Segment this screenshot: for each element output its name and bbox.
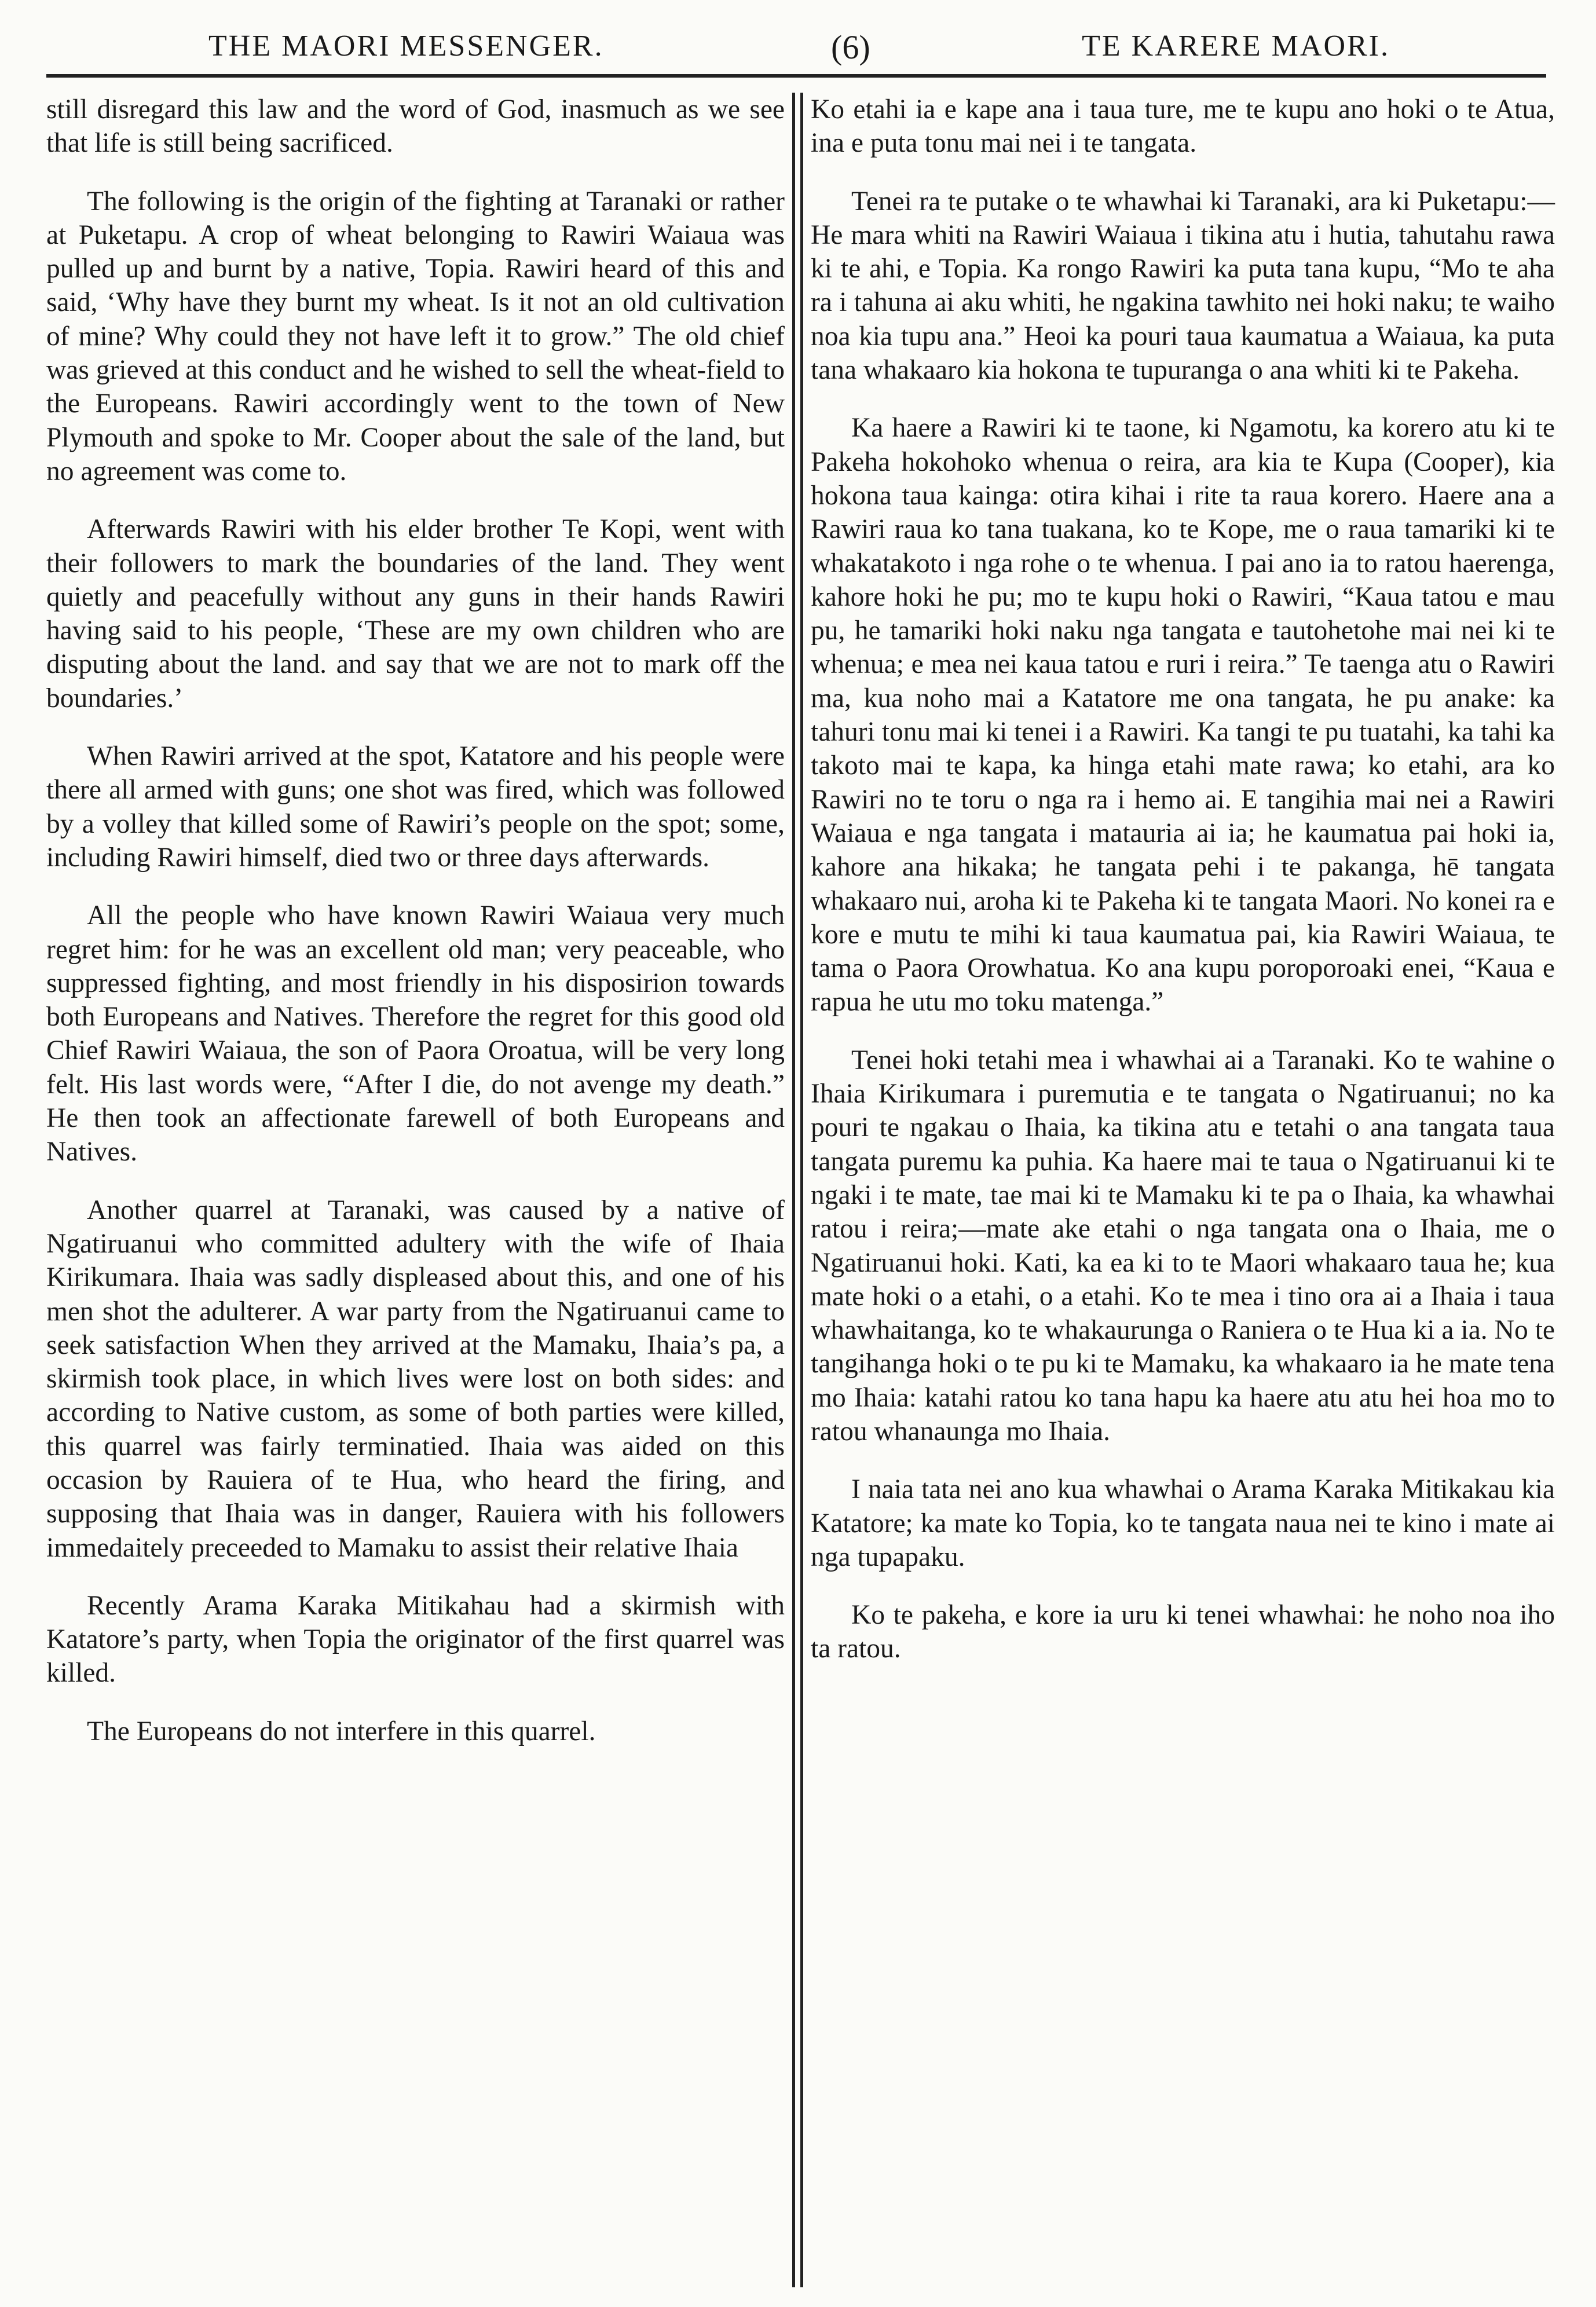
english-paragraph: The Europeans do not interfere in this quarrel. bbox=[87, 1716, 596, 1746]
english-paragraph: Recently Arama Karaka Mitikahau had a skirmish with Katatore’s party, when Topia the originator of the first quarrel was killed. bbox=[46, 1590, 785, 1689]
page-number: (6) bbox=[831, 28, 870, 66]
maori-paragraph: Tenei ra te putake o te whawhai ki Taranaki, ara ki Puketapu:— He mara whiti na Rawiri Waiaua i tikina atu i hutia, tahutahu rawa ki te ahi, e Topia. Ka rongo Rawiri ka puta tana kupu, “Mo te aha ra i tahuna ai aku whiti, he ngakina tawhito nei hoki naku; te waiho noa kia tupu ana.” Heoi ka pouri taua kaumatua a Waiaua, ka puta tana whakaaro kia hokona te tupuranga o ana whiti ki te Pakeha. bbox=[811, 186, 1555, 386]
maori-paragraph: Ka haere a Rawiri ki te taone, ki Ngamotu, ka korero atu ki te Pakeha hokohoko whenua o reira, ara kia te Kupa (Cooper), kia hokona taua kainga: otira kihai i rite ta raua korero. Haere ana a Rawiri raua ko tana tuakana, ko te Kope, me o raua tamariki ki te whakatakoto i nga rohe o te whenua. I pai ano ia to ratou haerenga, kahore hoki he pu; mo te kupu hoki o Rawiri, “Kaua tatou e mau pu, he tamariki hoki naku nga tangata e tautohetohe mai nei ki te whenua; e mea nei kaua tatou e ruri i reira.” Te taenga atu o Rawiri ma, kua noho mai a Katatore me ona tangata, he pu anake: ka tahuri tonu mai ki tenei i a Rawiri. Ka tangi te pu tuatahi, ka tahi ka takoto mai te kapa, ka hinga etahi mate rawa; ko etahi, ara ko Rawiri no te toru o nga ra i hemo ai. E tangihia mai nei a Rawiri Waiaua e nga tangata i matauria ai ia; he kaumatua pai hoki ia, kahore ana hikaka; he tangata pehi i te pakanga, hē tangata whakaaro nui, aroha ki te Pakeha ki te tangata Maori. No konei ra e kore e mutu te mihi ki taua kaumatua pai, kia Rawiri Waiaua, te tama o Paora Orowhatua. Ko ana kupu poroporoaki enei, “Kaua e rapua he utu mo toku matenga.” bbox=[811, 413, 1555, 1017]
english-masthead: THE MAORI MESSENGER. bbox=[208, 30, 604, 63]
english-paragraph: All the people who have known Rawiri Waiaua very much regret him: for he was an excellent old man; very peaceable, who suppressed fighting, and most friendly in his disposirion towards both Europeans and Natives. Therefore the regret for this good old Chief Rawiri Waiaua, the son of Paora Oroatua, will be very long felt. His last words were, “After I die, do not avenge my death.” He then took an affectionate farewell of both Europeans and Natives. bbox=[46, 900, 785, 1167]
maori-paragraph: Tenei hoki tetahi mea i whawhai ai a Taranaki. Ko te wahine o Ihaia Kirikumara i puremutia e te tangata o Ngatiruanui; no ka pouri te ngakau o Ihaia, ka tikina atu e tetahi o ana tangata taua tangata puremu ka puhia. Ka haere mai te taua o Ngatiruanui ki te ngaki i te mate, tae mai ki te Mamaku ki te pa o Ihaia, ka whawhai ratou i reira;—mate ake etahi o nga tangata ona o Ihaia, me o Ngatiruanui hoki. Kati, ka ea ki to te Maori whakaaro taua he; kua mate hoki o a etahi, o a etahi. Ko te mea i tino ora ai a Ihaia i taua whawhaitanga, ko te whakaurunga o Raniera o te Hua ki a ia. No te tangihanga hoki o te pu ki te Mamaku, ka whakaaro ia he mate tena mo Ihaia: katahi ratou ko tana hapu ka haere atu atu hei hoa mo to ratou whanaunga mo Ihaia. bbox=[811, 1045, 1555, 1447]
column-divider-right bbox=[800, 93, 803, 2287]
english-paragraph: Another quarrel at Taranaki, was caused by a native of Ngatiruanui who committed adultery with the wife of Ihaia Kirikumara. Ihaia was sadly displeased about this, and one of his men shot the adulterer. A war party from the Ngatiruanui came to seek satisfaction When they arrived at the Mamaku, Ihaia’s pa, a skirmish took place, in which lives were lost on both sides: and according to Native custom, as some of both parties were killed, this quarrel was fairly terminatied. Ihaia was aided on this occasion by Rauiera of te Hua, who heard the firing, and supposing that Ihaia was in danger, Rauiera with his followers immedaitely preceeded to Mamaku to assist their relative Ihaia bbox=[46, 1195, 785, 1563]
english-paragraph: The following is the origin of the fighting at Taranaki or rather at Puketapu. A crop of wheat belonging to Rawiri Waiaua was pulled up and burnt by a native, Topia. Rawiri heard of this and said, ‘Why have they burnt my wheat. Is it not an old cultivation of mine? Why could they not have left it to grow.” The old chief was grieved at this conduct and he wished to sell the wheat-field to the Europeans. Rawiri accordingly went to the town of New Plymouth and spoke to Mr. Cooper about the sale of the land, but no agreement was come to. bbox=[46, 186, 785, 486]
page-header bbox=[46, 23, 1546, 69]
maori-paragraph: I naia tata nei ano kua whawhai o Arama Karaka Mitikakau kia Katatore; ka mate ko Topia, ko te tangata naua nei te kino i mate ai nga tupapaku. bbox=[811, 1474, 1555, 1572]
maori-masthead: TE KARERE MAORI. bbox=[1082, 30, 1390, 63]
english-paragraph: still disregard this law and the word of God, inasmuch as we see that life is still being sacrificed. bbox=[46, 94, 785, 159]
english-paragraph: Afterwards Rawiri with his elder brother Te Kopi, went with their followers to mark the boundaries of the land. They went quietly and peacefully without any guns in their hands Rawiri having said to his people, ‘These are my own children who are disputing about the land. and say that we are not to mark off the boundaries.’ bbox=[46, 514, 785, 713]
maori-paragraph: Ko te pakeha, e kore ia uru ki tenei whawhai: he noho noa iho ta ratou. bbox=[811, 1600, 1555, 1664]
column-divider-left bbox=[792, 93, 795, 2287]
header-rule bbox=[46, 74, 1546, 78]
maori-column bbox=[811, 93, 1555, 1666]
english-column bbox=[46, 93, 785, 1748]
maori-paragraph: Ko etahi ia e kape ana i taua ture, me te kupu ano hoki o te Atua, ina e puta tonu mai nei i te tangata. bbox=[811, 94, 1555, 159]
english-paragraph: When Rawiri arrived at the spot, Katatore and his people were there all armed with guns; one shot was fired, which was followed by a volley that killed some of Rawiri’s people on the spot; some, including Rawiri himself, died two or three days afterwards. bbox=[46, 741, 785, 873]
